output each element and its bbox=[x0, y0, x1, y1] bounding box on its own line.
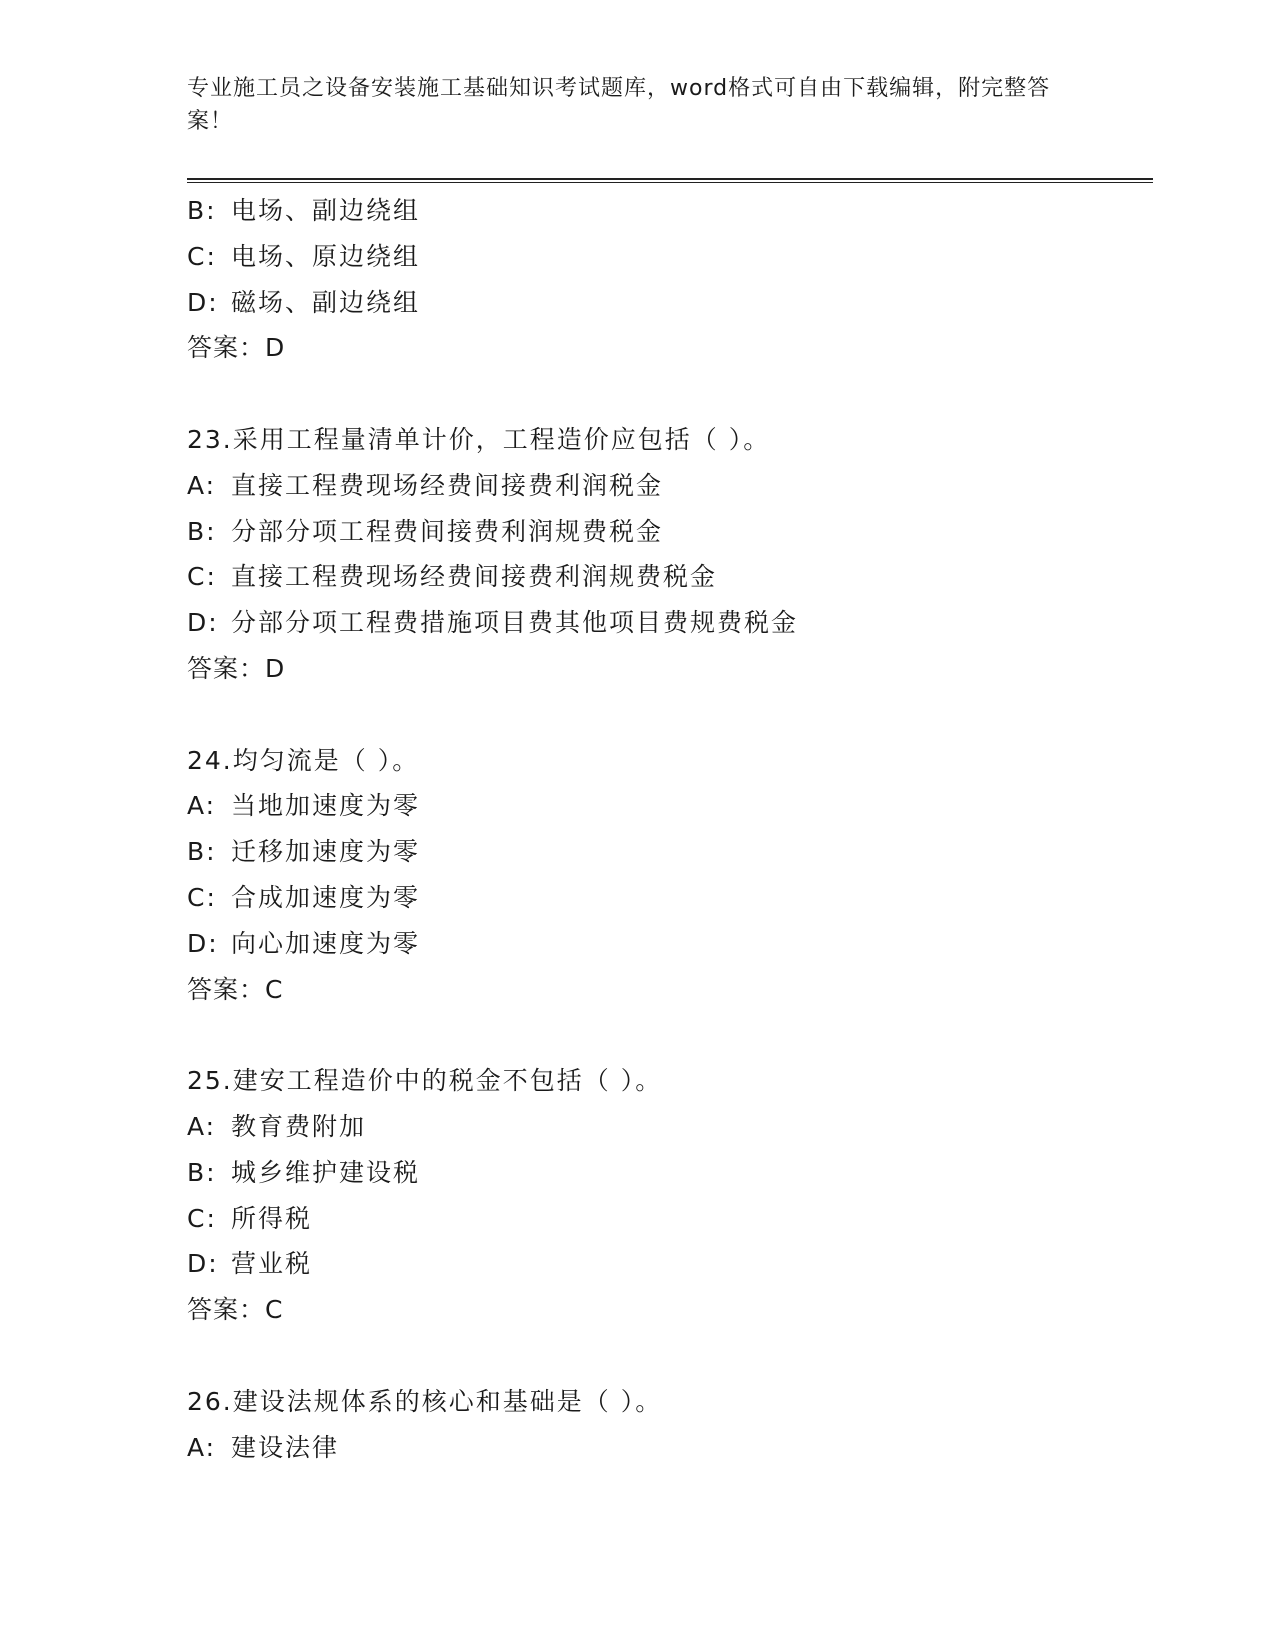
option-a: A: 直接工程费现场经费间接费利润税金 bbox=[187, 470, 664, 500]
option-b: B: 迁移加速度为零 bbox=[187, 837, 421, 867]
option-d: D: 向心加速度为零 bbox=[187, 928, 421, 958]
answer: 答案：D bbox=[187, 653, 286, 683]
option-c: C: 所得税 bbox=[187, 1203, 313, 1233]
question-stem: 23.采用工程量清单计价，工程造价应包括（ ）。 bbox=[187, 424, 771, 454]
question-list bbox=[187, 188, 1153, 1470]
spacer bbox=[187, 1333, 1153, 1379]
answer: 答案：D bbox=[187, 333, 286, 363]
answer: 答案：C bbox=[187, 1295, 284, 1325]
option-a: A: 教育费附加 bbox=[187, 1111, 367, 1141]
question-22-continued bbox=[187, 188, 1153, 371]
page-header: 专业施工员之设备安装施工基础知识考试题库，word格式可自由下载编辑，附完整答案！ bbox=[187, 76, 1051, 134]
option-d: D: 磁场、副边绕组 bbox=[187, 287, 421, 317]
spacer bbox=[187, 1012, 1153, 1058]
spacer bbox=[187, 371, 1153, 417]
question-24 bbox=[187, 738, 1153, 1013]
option-b: B: 分部分项工程费间接费利润规费税金 bbox=[187, 516, 664, 546]
question-23 bbox=[187, 417, 1153, 692]
option-c: C: 直接工程费现场经费间接费利润规费税金 bbox=[187, 562, 718, 592]
answer: 答案：C bbox=[187, 974, 284, 1004]
option-d: D: 分部分项工程费措施项目费其他项目费规费税金 bbox=[187, 608, 799, 638]
option-c: C: 电场、原边绕组 bbox=[187, 241, 421, 271]
option-d: D: 营业税 bbox=[187, 1249, 313, 1279]
option-a: A: 当地加速度为零 bbox=[187, 791, 421, 821]
option-b: B: 电场、副边绕组 bbox=[187, 196, 421, 225]
question-25 bbox=[187, 1058, 1153, 1333]
question-stem: 26.建设法规体系的核心和基础是（ ）。 bbox=[187, 1386, 663, 1416]
header-divider bbox=[187, 178, 1153, 183]
question-stem: 25.建安工程造价中的税金不包括（ ）。 bbox=[187, 1066, 663, 1096]
option-a: A: 建设法律 bbox=[187, 1432, 340, 1462]
option-b: B: 城乡维护建设税 bbox=[187, 1157, 421, 1187]
question-stem: 24.均匀流是（ ）。 bbox=[187, 745, 420, 775]
option-c: C: 合成加速度为零 bbox=[187, 882, 421, 912]
spacer bbox=[187, 692, 1153, 738]
question-26 bbox=[187, 1379, 1153, 1471]
